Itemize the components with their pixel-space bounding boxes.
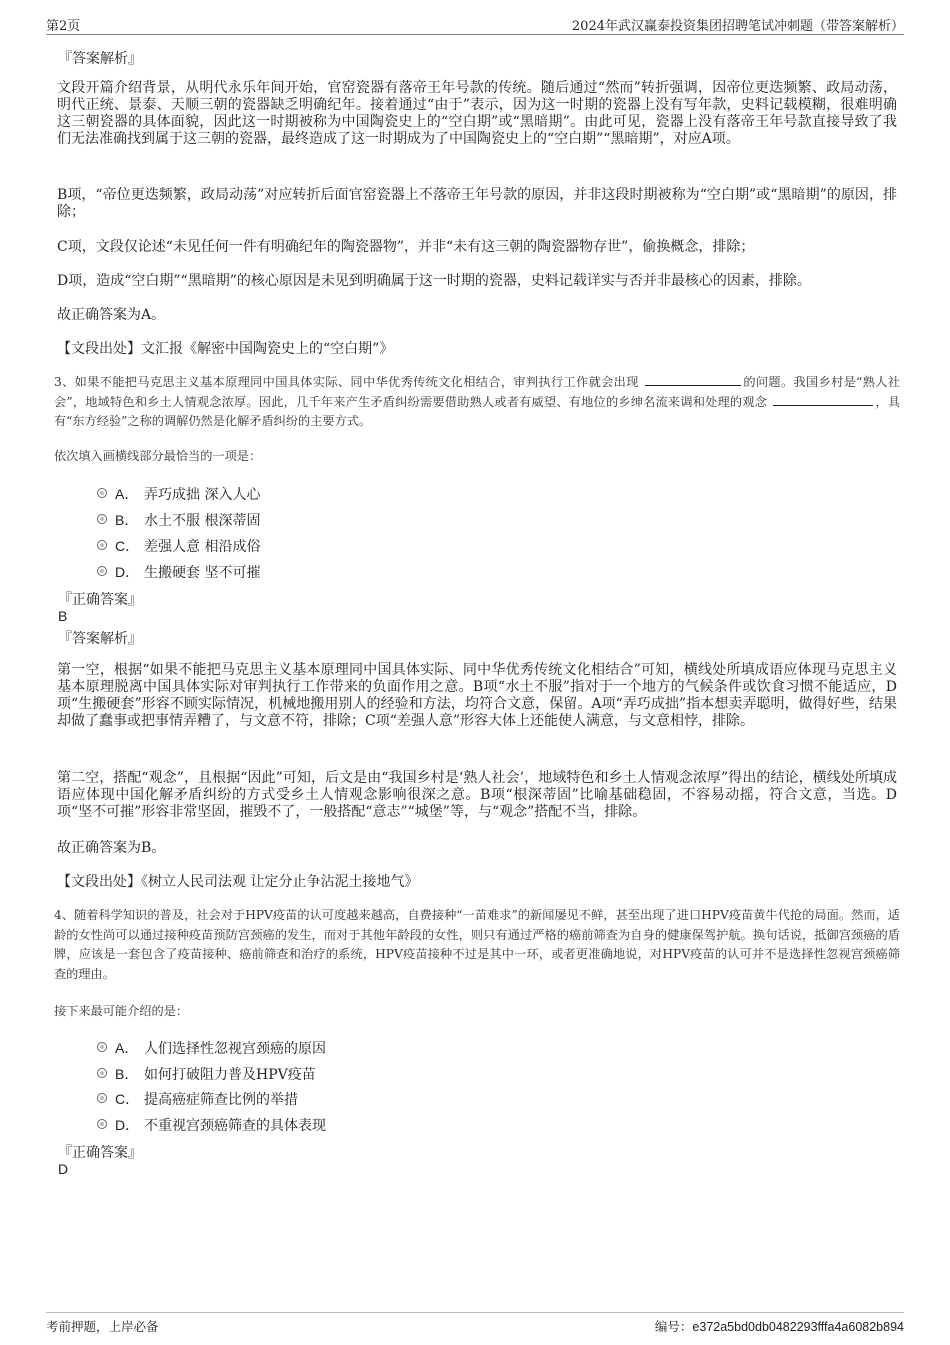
radio-icon[interactable] — [97, 514, 107, 524]
analysis-label: 『答案解析』 — [58, 631, 142, 647]
fill-blank-1 — [645, 373, 741, 386]
analysis-paragraph: 文段开篇介绍背景，从明代永乐年间开始，官窑瓷器有落帝王年号款的传统。随后通过“然而”转折强调，因帝位更迭频繁、政局动荡，明代正统、景泰、天顺三朝的瓷器缺乏明确纪年。接着通过“由于”表示，因为这一时期的瓷器上没有写年款，史料记载模糊，很难明确这三朝瓷器的具体面貌，因此这一时期被称为中国陶瓷史上的“空白期”或“黑暗期”。由此可见，瓷器上没有落帝王年号款直接导致了我们无法准确找到属于这三朝的瓷器，最终造成了这一时期成为了中国陶瓷史上的“空白期”“黑暗期”，对应A项。 — [57, 80, 897, 147]
document-code: 编号：e372a5bd0db0482293fffa4a6082b894 — [654, 1320, 904, 1334]
footer-slogan: 考前押题，上岸必备 — [46, 1319, 159, 1334]
radio-icon[interactable] — [97, 1119, 107, 1129]
analysis-conclusion: 故正确答案为B。 — [57, 840, 166, 856]
radio-icon[interactable] — [97, 566, 107, 576]
correct-answer-label: 『正确答案』 — [58, 592, 142, 608]
correct-answer: D — [58, 1161, 69, 1177]
analysis-paragraph: D项，造成“空白期”“黑暗期”的核心原因是未见到明确属于这一时期的瓷器，史料记载详实与否并非最核心的因素，排除。 — [57, 273, 811, 289]
radio-icon[interactable] — [97, 488, 107, 498]
source-citation: 【文段出处】《树立人民司法观 让定分止争沾泥土接地气》 — [57, 874, 419, 890]
correct-answer-label: 『正确答案』 — [58, 1145, 142, 1161]
radio-icon[interactable] — [97, 540, 107, 550]
question-4-prompt: 接下来最可能介绍的是： — [54, 1004, 189, 1018]
document-title: 2024年武汉赢泰投资集团招聘笔试冲刺题（带答案解析） — [571, 19, 904, 34]
page-header — [46, 12, 904, 35]
analysis-paragraph: 第一空，根据“如果不能把马克思主义基本原理同中国具体实际、同中华优秀传统文化相结合”可知，横线处所填成语应体现马克思主义基本原理脱离中国具体实际对审判执行工作带来的负面作用之意。B项“水土不服”指对于一个地方的气候条件或饮食习惯不能适应，D项“生搬硬套”形容不顾实际情况，机械地搬用别人的经验和方法，均符合文意，保留。A项“弄巧成拙”指本想卖弄聪明，做得好些，结果却做了蠢事或把事情弄糟了，与文意不符，排除；C项“差强人意”形容大体上还能使人满意，与文意相悖，排除。 — [57, 662, 897, 729]
fill-blank-2 — [773, 393, 873, 406]
question-4-stem: 4、随着科学知识的普及，社会对于HPV疫苗的认可度越来越高，自费接种“一苗难求”的新闻屡见不鲜，甚至出现了进口HPV疫苗黄牛代抢的局面。然而，适龄的女性尚可以通过接种疫苗预防宫颈癌的发生，而对于其他年龄段的女性，则只有通过严格的癌前筛查为自身的健康保驾护航。换句话说，抵御宫颈癌的盾牌，应该是一套包含了疫苗接种、癌前筛查和治疗的系统，HPV疫苗接种不过是其中一环，或者更准确地说，对HPV疫苗的认可并不是选择性忽视宫颈癌筛查的理由。 — [54, 908, 900, 981]
analysis-conclusion: 故正确答案为A。 — [57, 307, 166, 323]
analysis-label: 『答案解析』 — [58, 51, 142, 67]
analysis-paragraph: B项，“帝位更迭频繁，政局动荡”对应转折后面官窑瓷器上不落帝王年号款的原因，并非这段时期被称为“空白期”或“黑暗期”的原因，排除； — [57, 187, 897, 220]
analysis-paragraph: C项，文段仅论述“未见任何一件有明确纪年的陶瓷器物”，并非“未有这三朝的陶瓷器物存世”，偷换概念，排除； — [57, 239, 755, 255]
analysis-paragraph: 第二空，搭配“观念”，且根据“因此”可知，后文是由“我国乡村是‘熟人社会’，地域特色和乡土人情观念浓厚”得出的结论，横线处所填成语应体现中国化解矛盾纠纷的方式受乡土人情观念影响很深之意。B项“根深蒂固”比喻基础稳固，不容易动摇，符合文意，当选。D项“坚不可摧”形容非常坚固，摧毁不了，一般搭配“意志”“城堡”等，与“观念”搭配不当，排除。 — [57, 770, 897, 820]
correct-answer: B — [58, 608, 68, 624]
radio-icon[interactable] — [97, 1093, 107, 1103]
page-footer — [46, 1312, 904, 1337]
question-3-stem: 3、如果不能把马克思主义基本原理同中国具体实际、同中华优秀传统文化相结合，审判执行工作就会出现 的问题。我国乡村是“熟人社会”，地域特色和乡土人情观念浓厚。因此，几千年来产生矛盾纠纷需要借助熟人或者有威望、有地位的乡绅名流来调和处理的观念 ，具有“东方经验”之称的调解仍然是化解矛盾纠纷的主要方式。 — [54, 375, 901, 428]
source-citation: 【文段出处】文汇报《解密中国陶瓷史上的“空白期”》 — [57, 341, 394, 357]
radio-icon[interactable] — [97, 1042, 107, 1052]
page-number: 第2页 — [46, 19, 81, 34]
radio-icon[interactable] — [97, 1068, 107, 1078]
question-3-prompt: 依次填入画横线部分最恰当的一项是： — [54, 449, 262, 463]
